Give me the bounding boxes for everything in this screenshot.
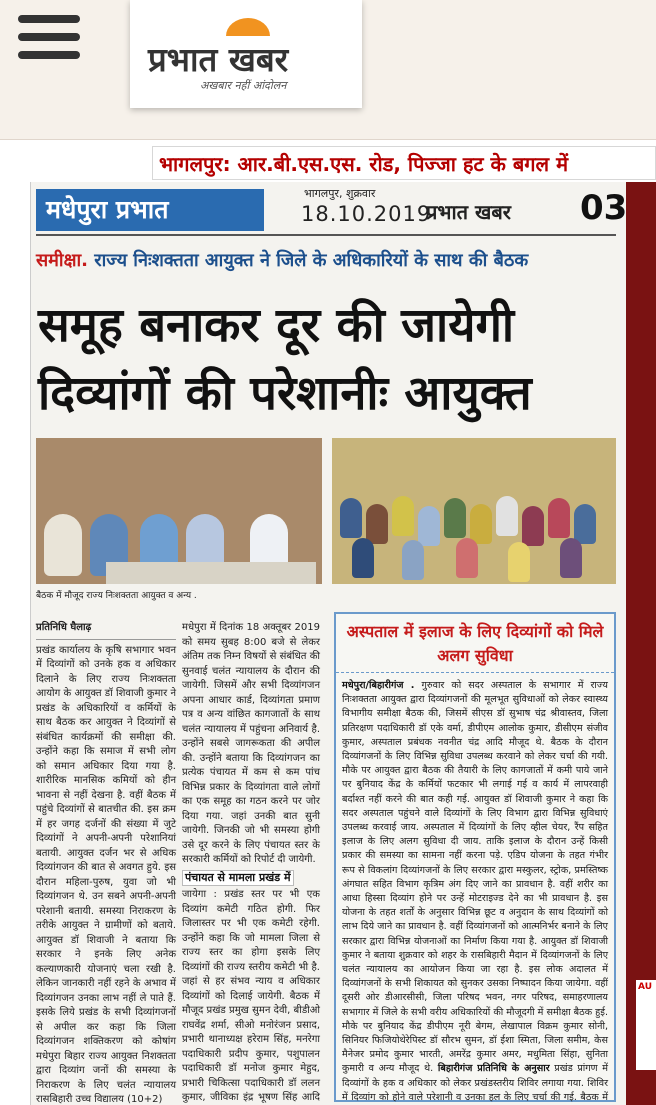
kicker: [36, 248, 616, 272]
meeting-table: [106, 562, 316, 584]
place-day: भागलपुर, शुक्रवार: [304, 187, 376, 200]
photo-caption: बैठक में मौजूद राज्य निःशक्तता आयुक्त व अन्य .: [36, 591, 197, 601]
story-text: गुरुवार को सदर अस्पताल के सभागार में राज्य निःशक्तता आयुक्त द्वारा दिव्यांगजनों की मूलभूत सुविधाओं को लेकर स्वास्थ्य विभागीय समीक्षा बैठक की, जिसमें सीएस डॉ सुभाष चंद्र श्रीवास्तव, जिला प्रतिरक्षण पदाधिकारी डॉ एके वर्मा, डीपीएम आलोक कुमार, डीसीएम संजीव कुमार, अस्पताल प्रबंधक नवनीत चंद्र आदि मौजूद थे. बैठक के दौरान दिव्यांगजनों के लिए विभिन्न सुविधा उपलब्ध करवाने को लेकर चर्चा की गयी. मौके पर आयुक्त द्वारा बैठक की तैयारी के लिए कागजातों में कमी पाये जाने पर बुनियाद केंद्र के कर्मियों फटकार भी लगाई गई व कार्य में लापरवाही बर्दाश्त नहीं करने की बात कही गई. आयुक्त डॉ शिवाजी कुमार ने कहा कि सदर अस्पताल पहुंचने वाले दिव्यांगों के लिए विभाग द्वारा विभिन्न सुविधाएं उपलब्ध करवाई जाय. अस्पताल में दिव्यांगों के लिए व्हील चेयर, रैंप सहित इलाज के लिए अलग सुविधा दी जाय. ताकि इलाज के दौरान उन्हें किसी प्रकार की समस्या का सामना नहीं करना पड़े. एडिप योजना के तहत गंभीर रूप से विकलांग दिव्यांगजनों के लिए सरकार द्वारा मस्कुलर, स्ट्रोक, प्रमस्तिष्क अंगघात सहित विभाग कृत्रिम अंग दिए जाने का प्रावधान है. वहीं शरीर का आधा हिस्सा दिव्यांग होने पर उन्हें मोटराइज्ड देने का भी प्रावधान है. इस योजना के तहत शर्तों के अनुसार विभिन्न छूट व अनुदान के साथ दिव्यांगों को लाभ दिये जाने का प्रावधान है. वहीं दिव्यांगजनों को आत्मनिर्भर बनाने के लिए सरकार द्वारा विभिन्न योजनाओं का निर्माण किया गया है. आयुक्त डॉ शिवाजी कुमार ने बताया शुक्रवार को शहर के रासबिहारी मैदान में दिव्यांगजनों के लिए चलंत न्यायालय का आयोजन किया जा रहा है. इस लोक अदालत में दिव्यांगजनों के सभी शिकायत को सुनकर उसका निष्पादन किया जायेगा. वहीं दूसरी ओर डीआरसीसी, जिला परिषद भवन, नगर परिषद, समाहरणालय सभागार में जिले के सभी वरीय अधिकारियों की मौजूदगी में समीक्षा बैठक हुई. मौके पर बुनियाद केंद्र डीपीएम नूरी बेगम, लेखापाल विक्रम कुमार सोनी, सिनियर फिजियोथेरेपिस्ट डॉ सौरभ सुमन, डॉ ईशा स्मिता, जिला समीम, केस मैनेजर प्रमोद कुमार भारती, अमरेंद्र कुमार अमर, मधुमिता सिंहा, सुनिता कुमारी व अन्य मौजूद थे.: [342, 680, 608, 1075]
person-figure: [560, 538, 582, 578]
related-story-box[interactable]: [334, 612, 616, 1102]
person-figure: [366, 504, 388, 544]
kicker-text: राज्य निःशक्तता आयुक्त ने जिले के अधिकारियों के साथ की बैठक: [94, 250, 529, 271]
person-figure: [456, 538, 478, 578]
logo-tagline: अखबार नहीं आंदोलन: [200, 79, 287, 92]
article-photo-crowd[interactable]: [332, 438, 616, 584]
column-text: प्रखंड कार्यालय के कृषि सभागार भवन में दिव्यांगों को उनके हक व अधिकार दिलाने के लिए राज्य निःशक्तता आयोग के आयुक्त डॉ शिवाजी कुमार ने प्रखंड के अधिकारियों व कर्मियों के साथ बैठक कर आयुक्त ने दिव्यांगों से संबंधित कार्यक्रमों की समीक्षा की. उन्होंने कहा कि समाज में सभी लोग को समान अधिकार दिया गया है. शारीरिक मानसिक कमियों को हीन भावना से नहीं देखना है. वहीं बैठक में पहुंचे दिव्यांगों से बातचीत की. इस क्रम में हर जगह दर्जनों की संख्या में जुटे दिव्यांगों ने अपनी-अपनी परेशानियां बतायी. आयुक्त दर्जन भर से अधिक दिव्यांगजन की बात से अवगत हुये. इस दौरान महिला-पुरुष, युवा जो भी दिव्यांगजन थे. उन सबने अपनी-अपनी परेशानी बतायी. समस्या निराकरण के तरीके आयुक्त ने ग्रामीणों को बताये. आयुक्त डॉ शिवाजी ने बताया कि सरकार ने इनके लिए अनेक कल्याणकारी योजनाएं चला रखी है. लेकिन जानकारी नहीं रहने के अभाव में दिव्यांगजन उनका लाभ नहीं ले पाते हैं. इसके लिये प्रखंड के सभी दिव्यांगजनों से अपील कर कहा कि जिला दिव्यांगजन शक्तिकरण को कोषांग मधेपुरा बिहार राज्य आयुक्त निशक्तता द्वारा दिव्यांग जनों की समस्या के निराकरण के लिए चलंत न्यायालय रासबिहारी उच्च विद्यालय (10+2): [36, 644, 176, 1105]
story-text: प्रखंड प्रांगण में दिव्यांगों के हक व अधिकार को लेकर प्रखंडस्तरीय शिविर लगाया गया. शिविर में दिव्यांग को होने वाले परेशानी व उनका हल के लिए चर्चा की गई. बैठक में: [342, 1063, 608, 1103]
app-logo[interactable]: [130, 0, 362, 108]
person-figure: [548, 498, 570, 538]
paper-name: प्रभात खबर: [426, 200, 511, 224]
person-figure: [44, 514, 82, 576]
side-ad-fragment[interactable]: AU: [636, 980, 656, 1070]
article-column-2: [182, 621, 320, 1105]
dateline: मधेपुरा/बिहारीगंज .: [342, 680, 415, 691]
sun-logo-icon: [226, 18, 270, 36]
sub-dateline: बिहारीगंज प्रतिनिधि के अनुसार: [437, 1063, 550, 1075]
related-story-body: [336, 673, 614, 1105]
hamburger-menu-icon[interactable]: [18, 15, 80, 67]
column-subhead: पंचायत से मामला प्रखंड में: [182, 870, 294, 887]
article-headline[interactable]: समूह बनाकर दूर की जायेगी दिव्यांगों की परेशानीः आयुक्त: [38, 298, 532, 421]
column-text: मधेपुरा में दिनांक 18 अक्तूबर 2019 को समय सुबह 8:00 बजे से लेकर अंतिम तक निम्न विषयों से संबंधित की सुनवाई चलंत न्यायालय के दौरान की जायेगी. जिसमें और सभी दिव्यांगजन अपना आधार कार्ड, दिव्यांगता प्रमाण पत्र व अन्य वांछित कागजातों के साथ चलंत न्यायालय में पहुंचना अनिवार्य है. उन्होंने सबसे जागरूकता की अपील की. उन्होंने बताया कि दिव्यांगजन का प्रत्येक पंचायत में कम से कम पांच विभिन्न प्रकार के दिव्यांगता वाले लोगों का एक समूह का गठन करने पर जोर दिया गया. जहां उनकी बात सुनी जायेगी. जिनकी जो भी समस्या होगी उसे दूर करने के लिए पंचायत स्तर के सरकारी कर्मियों को रिपोर्ट दी जायेगी.: [182, 622, 320, 865]
edition-date: 18.10.2019: [301, 202, 432, 226]
person-figure: [522, 506, 544, 546]
person-figure: [402, 540, 424, 580]
related-story-headline: अस्पताल में इलाज के लिए दिव्यांगों को मिले अलग सुविधा: [336, 614, 614, 673]
person-figure: [352, 538, 374, 578]
person-figure: [444, 498, 466, 538]
person-figure: [508, 542, 530, 582]
person-figure: [392, 496, 414, 536]
kicker-label: समीक्षा.: [36, 250, 88, 271]
person-figure: [340, 498, 362, 538]
ad-banner[interactable]: भागलपुर: आर.बी.एस.एस. रोड, पिज्जा हट के बगल में: [152, 146, 656, 180]
article-photo-meeting[interactable]: [36, 438, 322, 584]
logo-text: प्रभात खबर: [148, 40, 289, 79]
byline: प्रतिनिधि घैलाढ़: [36, 621, 176, 640]
person-figure: [470, 504, 492, 544]
person-figure: [418, 506, 440, 546]
section-title: मधेपुरा प्रभात: [36, 189, 264, 231]
person-figure: [496, 496, 518, 536]
article-column-1: [36, 621, 176, 1105]
column-text: जायेगा : प्रखंड स्तर पर भी एक दिव्यांग कमेटी गठित होगी. फिर जिलास्तर पर भी एक कमेटी रहेगी. उन्होंने कहा कि जो मामला जिला से राज्य स्तर का होगा इसके लिए दिव्यांगों की राज्य स्तरीय कमेटी भी है. जहां से हर संभव न्याय व अधिकार दिव्यांगों को दिलाई जायेगी. बैठक में मौजूद प्रखंड प्रमुख सुमन देवी, बीडीओ राघवेंद्र शर्मा, सीओ मनोरंजन प्रसाद, प्रभारी थानाध्यक्ष हरेराम सिंह, मनरेगा पदाधिकारी प्रदीप कुमार, पशुपालन पदाधिकारी डॉ मनोज कुमार मेहुद, प्रभारी चिकित्सा पदाधिकारी डॉ ललन कुमार, जीविका इंद्र भूषण सिंह आदि: [182, 889, 320, 1103]
masthead: [36, 186, 628, 236]
page-number: 03: [580, 188, 628, 228]
next-page-edge[interactable]: [626, 182, 656, 1105]
person-figure: [574, 504, 596, 544]
